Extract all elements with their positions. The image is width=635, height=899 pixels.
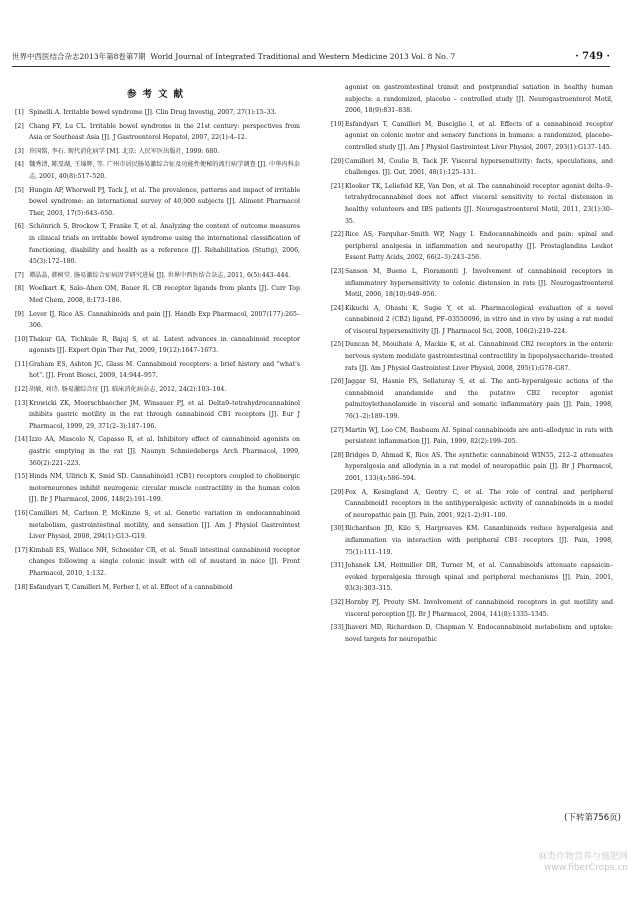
- reference-item: [331, 156, 613, 179]
- reference-item: [15, 545, 300, 580]
- reference-number: [20]: [331, 157, 344, 165]
- reference-text: agonist on gastrointestinal transit and postprandial satiation in healthy human subjects: a randomized, placebo – controlled study [J]. Neurogastroenterol Motil, 2006, 18(9):831–838.: [345, 84, 613, 115]
- reference-number: [18]: [15, 583, 28, 591]
- reference-number: [3]: [15, 147, 24, 155]
- reference-text: Jhaveri MD, Richardson D, Chapman V. Endocannabinoid metabolism and uptake: novel targets for neuropathic: [345, 624, 613, 643]
- reference-number: [13]: [15, 399, 28, 407]
- reference-item: [331, 119, 613, 154]
- reference-number: [5]: [15, 186, 24, 194]
- reference-text: Rice AS, Farquhar–Smith WP, Nagy I. Endocannabinoids and pain: spinal and peripheral analgesia in inflammation and neuropathy [J]. Prostaglandins Leukot Essent Fatty Acids, 2002, 66(2–3):243–256.: [345, 231, 613, 262]
- reference-item: [331, 425, 613, 448]
- reference-item: [15, 221, 300, 267]
- reference-text: Woelkart K, Salo–Ahen OM, Bauer R. CB receptor ligands from plants [J]. Curr Top Med Chem, 2008, 8:173–186.: [29, 285, 300, 304]
- reference-text: Kimball ES, Wallace NH, Schneider CR, et al. Small intestinal cannabinoid receptor changes following a single colonic insult with oil of mustard in mice [J]. Front Pharmacol, 2010, 1:132.: [29, 546, 300, 577]
- reference-item: [15, 146, 300, 158]
- reference-number: [8]: [15, 285, 24, 293]
- reference-text: Hungin AP, Whorwell PJ, Tack J, et al. The prevalence, patterns and impact of irritable bowel syndrome: an international survey of 40,000 subjects [J]. Aliment Pharmacol Ther, 2003, 17(5):643–650.: [29, 186, 300, 217]
- reference-text: Graham ES, Ashton JC, Glass M. Cannabinoid receptors: a brief history and "what's hot". [J]. Front Biosci, 2009, 14:944–957.: [29, 360, 300, 380]
- reference-text: Camilleri M, Carlson P, McKinzie S, et al. Genetic variation in endocannabinoid metabolism, gastrointestinal motility, and sensation [J]. Am J Physiol Gastrointest Liver Physiol, 2008, 294(1):G13–G19.: [29, 510, 300, 541]
- reference-item: [15, 107, 300, 119]
- continued-note: (下转第756页): [564, 813, 621, 823]
- reference-item: [331, 181, 613, 227]
- reference-text: 胡敏, 刘诗. 肠易激综合征 [J]. 临床消化病杂志, 2012, 24(2):103–104.: [29, 386, 227, 394]
- reference-number: [15]: [15, 473, 28, 481]
- reference-number: [10]: [15, 335, 28, 343]
- reference-item: [15, 582, 300, 594]
- reference-text: 谭晶晶, 韩树堂. 肠易激综合征病因学研究进展 [J]. 世界中西医结合杂志, 2011, 6(5):443–444.: [29, 271, 291, 279]
- reference-number: [16]: [15, 510, 28, 517]
- reference-text: Krowicki ZK, Moerschbaecher JM, Winsauer PJ, et al. Delta9–tetrahydrocannabinol inhibits gastric motility in the rat through cannabinoid CB1 receptors [J]. Eur J Pharmacol, 1999, 29, 371(2–3):187–196.: [29, 399, 300, 430]
- page-header: [12, 50, 610, 64]
- reference-text: Johanek LM, Heitmiller DR, Turner M, et al. Cannabinoids attenuate capsaicin–evoked hyperalgesia through spinal and peripheral mechanisms [J]. Pain, 2001, 93(3):303–315.: [345, 562, 613, 593]
- reference-item: [15, 185, 300, 220]
- reference-number: [17]: [15, 546, 28, 554]
- reference-item: [331, 376, 613, 422]
- reference-text: Jaggar SI, Hasnie FS, Sellaturay S, et al. The anti–hyperalgesic actions of the cannabinoid anandamide and the putative CB2 receptor agonist palmitoylethanolamide in visceral and somatic inflammatory pain [J]. Pain, 1998, 76(1–2):189–199.: [345, 378, 613, 421]
- reference-number: [29]: [331, 488, 344, 496]
- page-number: · 749 ·: [575, 51, 610, 62]
- reference-text: 许国铭, 李石. 现代消化病学 [M]. 北京: 人民军医出版社, 1999: 680.: [29, 147, 220, 155]
- reference-item: [15, 508, 300, 543]
- reference-item: [331, 339, 613, 374]
- reference-column-left: [15, 107, 300, 595]
- reference-number: [25]: [331, 341, 344, 349]
- journal-header: [12, 50, 455, 64]
- reference-item: [15, 309, 300, 332]
- reference-number: [24]: [331, 304, 344, 312]
- reference-number: [26]: [331, 378, 344, 386]
- reference-item: [15, 283, 300, 306]
- reference-item: [331, 229, 613, 264]
- reference-text: Spinelli A. Irritable bowel syndrome [J]. Clin Drug Investig, 2007, 27(1):15–33.: [29, 109, 277, 116]
- reference-text: Martin WJ, Loo CM, Basbaum AI. Spinal cannabinoids are anti–allodynic in rats with persistent inflammation [J]. Pain, 1999, 82(2):199–205.: [345, 426, 613, 446]
- section-title: 参考文献: [126, 89, 189, 100]
- reference-number: [27]: [331, 426, 344, 434]
- reference-number: [23]: [331, 267, 344, 275]
- reference-item: [331, 523, 613, 558]
- reference-column-right: [331, 82, 613, 647]
- reference-number: [30]: [331, 525, 344, 533]
- reference-item: [15, 384, 300, 396]
- reference-item: [331, 82, 613, 117]
- reference-item: [15, 159, 300, 182]
- reference-number: [33]: [331, 624, 344, 632]
- journal-title-cn: 世界中西医结合杂志2013年第8卷第7期: [12, 52, 146, 61]
- reference-item: [15, 121, 300, 144]
- reference-text: Esfandyari T, Camilleri M, Ferber I, et al. Effect of a cannabinoid: [29, 583, 233, 591]
- reference-text: Izzo AA, Mascolo N, Capasso R, et al. Inhibitory effect of cannabinoid agonists on gastric emptying in the rat [J]. Naunyn Schmiedebergs Arch Pharmacol, 1999, 360(2):221–223.: [29, 436, 300, 467]
- reference-text: Schönrich S, Brockow T, Franke T, et al. Analyzing the content of outcome measures in clinical trials on irritable bowel syndrome using the international classification of functioning, disability and health as a reference [J]. Rehabilitation (Stuttg), 2006, 45(3):172–180.: [29, 223, 300, 266]
- reference-item: [331, 487, 613, 522]
- reference-number: [21]: [331, 182, 344, 190]
- reference-number: [6]: [15, 223, 24, 231]
- reference-text: Bridges D, Ahmad K, Rice AS. The synthetic cannabinoid WIN55, 212–2 attenuates hyperalgesia and allodynia in a rat model of neuropathic pain [J]. Br J Pharmacol, 2001, 133(4):586–594.: [345, 451, 613, 482]
- reference-text: Chang FY, Lu CL. Irritable bowel syndrome in the 21st century: perspectives from Asia or Southeast Asia [J]. J Gastroenterol Hepatol, 2007, 22(1):4–12.: [29, 122, 300, 142]
- header-rule: [12, 66, 610, 67]
- reference-item: [15, 359, 300, 382]
- reference-item: [331, 597, 613, 620]
- reference-text: Esfandyari T, Camilleri M, Busciglio I, et al. Effects of a cannabinoid receptor agonist on colonic motor and sensory functions in humans: a randomized, placebo–controlled study [J]. Am J Physiol Gastrointest Liver Physiol, 2007, 293(1):G137–145.: [345, 120, 613, 151]
- reference-number: [32]: [331, 598, 344, 606]
- reference-text: Kikuchi A, Ohashi K, Sugie Y, et al. Pharmacological evaluation of a novel cannabinoid 2 (CB2) ligand, PF–03550096, in vitro and in vivo by using a rat model of visceral hypersensitivity [J]. J Pharmacol Sci, 2008, 106(2):219–224.: [345, 304, 613, 335]
- reference-number: [7]: [15, 271, 24, 279]
- reference-item: [15, 434, 300, 469]
- reference-text: Camilleri M, Coulie B, Tack JF. Visceral hypersensitivity: facts, speculations, and challenges. [J]. Gut, 2001, 48(1):125–131.: [345, 157, 613, 177]
- reference-number: [12]: [15, 386, 28, 394]
- reference-text: Lever IJ, Rice AS. Cannabinoids and pain [J]. Handb Exp Pharmacol, 2007(177):265–306.: [29, 310, 300, 330]
- reference-text: Fox A, Kesingland A, Gentry C, et al. The role of central and peripheral Cannabinoid1 receptors in the antihyperalgesic activity of cannabinoids in a model of neuropathic pain [J]. Pain, 2001, 92(1–2):91–100.: [345, 488, 613, 519]
- reference-number: [14]: [15, 436, 28, 444]
- reference-text: Thakur GA, Tichkule R, Bajaj S, et al. Latest advances in cannabinoid receptor agonists [J]. Expert Opin Ther Pat, 2009, 19(12):1647–1673.: [29, 335, 300, 355]
- reference-number: [9]: [15, 310, 24, 318]
- reference-text: 魏秀清, 陈旻湖, 王锦辉, 等. 广州市居民肠易激综合征及功能性便秘的流行病学调查 [J]. 中华内科杂志, 2001, 40(8):517–520.: [29, 161, 300, 180]
- reference-number: [19]: [331, 120, 344, 128]
- reference-item: [15, 270, 300, 282]
- reference-text: Klooker TK, Leliefeld KE, Van Den, et al. The cannabinoid receptor agonist delta–9–tetrahydrocannabinol does not affect visceral sensitivity to rectal distension in healthy volunteers and IBS patients [J]. Neurogastroenterol Motil, 2011, 23(1):30–35.: [345, 182, 613, 225]
- watermark-line: www.fiberCrops.cn: [544, 863, 628, 873]
- reference-text: Hinds NM, Ullrich K, Smid SD. Cannabinoid1 (CB1) receptors coupled to cholinergic motorneurones inhibit neurogenic circular muscle contractility in the human colon [J]. Br J Pharmacol, 2006, 148(2):191–199.: [29, 473, 300, 504]
- reference-number: [2]: [15, 122, 24, 130]
- reference-text: Hornby PJ, Prouty SM. Involvement of cannabinoid receptors in gut motility and visceral perception [J]. Br J Pharmacol, 2004, 141(8):1335–1345.: [345, 598, 613, 618]
- watermark: [482, 852, 628, 874]
- reference-number: [31]: [331, 562, 344, 570]
- reference-item: [331, 450, 613, 485]
- reference-item: [331, 622, 613, 645]
- reference-item: [15, 334, 300, 357]
- reference-item: [331, 266, 613, 301]
- reference-item: [331, 560, 613, 595]
- reference-number: [4]: [15, 161, 24, 169]
- reference-text: Richardson JD, Kilo S, Hargreaves KM. Cananbinoids reduce hyperalgesia and inflammation via interaction with peripheral CB1 receptors [J]. Pain, 1998, 75(1):111–119.: [345, 525, 613, 556]
- reference-number: [1]: [15, 109, 24, 116]
- reference-text: Duncan M, Mouihate A, Mackie K, et al. Cannabinoid CB2 receptors in the enteric nervous system modulate gastrointestinal contractility in lipopolysaccharide–treated rats [J]. Am J Physiol Gastrointest Liver Physiol, 2008, 295(1):G78–G87.: [345, 341, 613, 372]
- reference-item: [15, 398, 300, 433]
- journal-title-en: World Journal of Integrated Traditional and Western Medicine 2013 Vol. 8 No. 7: [150, 52, 456, 61]
- reference-text: Sanson M, Bueno L, Fioramonti J. Involvement of cannabinoid receptors in inflammatory hypersensitivity to colonic distension in rats [J]. Neurogastroenterol Motil, 2006, 18(10):949–956.: [345, 267, 613, 299]
- reference-number: [22]: [331, 231, 344, 239]
- reference-number: [11]: [15, 360, 28, 368]
- reference-item: [331, 303, 613, 338]
- reference-item: [15, 471, 300, 506]
- reference-number: [28]: [331, 451, 344, 459]
- watermark-line: 麻类作物营养与施肥网: [537, 852, 628, 862]
